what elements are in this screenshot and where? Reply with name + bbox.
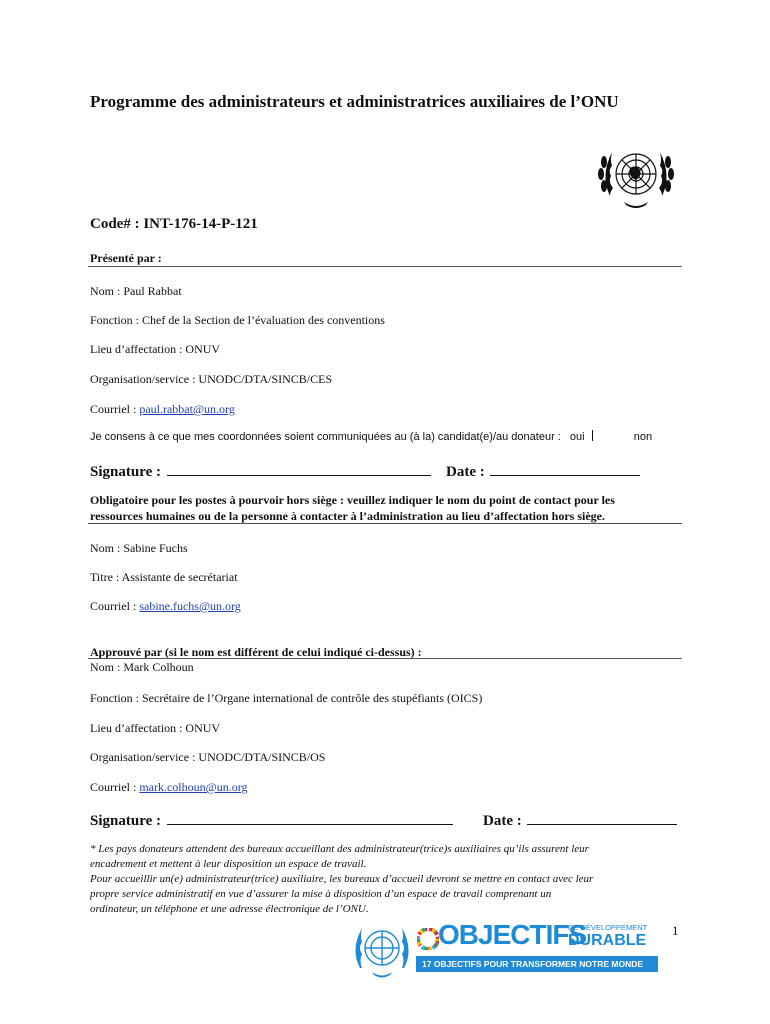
date-field[interactable] bbox=[490, 461, 640, 476]
presented-by-heading: Présenté par : bbox=[90, 251, 162, 265]
signature-1-row bbox=[90, 461, 431, 481]
approved-name: Nom : Mark Colhoun bbox=[90, 660, 194, 674]
approved-email-link[interactable]: mark.colhoun@un.org bbox=[139, 780, 248, 794]
hr-contact-email-link[interactable]: sabine.fuchs@un.org bbox=[139, 599, 241, 613]
signature-field[interactable] bbox=[167, 461, 431, 476]
hr-contact-email-row bbox=[90, 599, 241, 614]
approved-email-row bbox=[90, 780, 247, 795]
date-label: Date : bbox=[446, 464, 485, 480]
hr-contact-divider bbox=[88, 523, 682, 524]
date-field[interactable] bbox=[527, 810, 677, 825]
sdg-tagline-bar: 17 OBJECTIFS POUR TRANSFORMER NOTRE MONDE bbox=[416, 956, 658, 972]
hr-contact-heading-line1: Obligatoire pour les postes à pourvoir hors siège : veuillez indiquer le nom du point de contact pour les bbox=[90, 493, 615, 507]
sdg-small-caption: DE DÉVELOPPEMENT bbox=[568, 923, 648, 932]
signature-label: Signature : bbox=[90, 813, 161, 829]
sdg-durable: DURABLE bbox=[568, 932, 647, 949]
sdg-banner bbox=[350, 920, 655, 976]
footnote-line: ordinateur, un téléphone et une adresse électronique de l’ONU. bbox=[90, 903, 369, 915]
signature-label: Signature : bbox=[90, 464, 161, 480]
approved-by-heading: Approuvé par (si le nom est différent de celui indiqué ci-dessus) : bbox=[90, 645, 422, 659]
reference-code bbox=[90, 216, 258, 233]
sdg-word: OBJECTIFS bbox=[438, 919, 587, 950]
footnote-line: encadrement et mettent à leur disposition un espace de travail. bbox=[90, 858, 367, 870]
presented-divider bbox=[88, 266, 682, 267]
consent-checkbox-yes[interactable] bbox=[592, 430, 593, 441]
un-emblem-blue-icon bbox=[350, 920, 414, 980]
presented-name: Nom : Paul Rabbat bbox=[90, 284, 182, 298]
date-2-row bbox=[483, 810, 677, 830]
hr-contact-name: Nom : Sabine Fuchs bbox=[90, 541, 188, 555]
un-emblem-logo bbox=[594, 140, 678, 214]
footnote-line: * Les pays donateurs attendent des bureaux accueillant des administrateur(trice)s auxiliaires qu’ils assurent leur bbox=[90, 843, 589, 855]
consent-text: Je consens à ce que mes coordonnées soient communiquées au (à la) candidat(e)/au donateur : bbox=[90, 431, 561, 443]
approved-function: Fonction : Secrétaire de l’Organe international de contrôle des stupéfiants (OICS) bbox=[90, 691, 483, 705]
approved-duty-station: Lieu d’affectation : ONUV bbox=[90, 721, 221, 735]
presented-duty-station: Lieu d’affectation : ONUV bbox=[90, 342, 221, 356]
consent-no-label: non bbox=[633, 431, 653, 443]
presented-function: Fonction : Chef de la Section de l’évaluation des conventions bbox=[90, 313, 385, 327]
email-label: Courriel : bbox=[90, 402, 140, 416]
signature-field[interactable] bbox=[167, 810, 453, 825]
hr-contact-title: Titre : Assistante de secrétariat bbox=[90, 570, 238, 584]
signature-2-row bbox=[90, 810, 453, 830]
presented-email-row bbox=[90, 402, 235, 417]
sdg-wheel-icon bbox=[417, 928, 439, 950]
code-value: INT-176-14-P-121 bbox=[143, 216, 258, 232]
email-label: Courriel : bbox=[90, 599, 140, 613]
footnote bbox=[90, 842, 684, 917]
approved-divider bbox=[88, 658, 682, 659]
page-number: 1 bbox=[672, 923, 679, 938]
consent-row bbox=[90, 430, 652, 443]
approved-organisation: Organisation/service : UNODC/DTA/SINCB/OS bbox=[90, 750, 326, 764]
presented-organisation: Organisation/service : UNODC/DTA/SINCB/CES bbox=[90, 372, 333, 386]
date-1-row bbox=[446, 461, 640, 481]
email-label: Courriel : bbox=[90, 780, 140, 794]
code-label: Code# : bbox=[90, 216, 144, 232]
footnote-line: propre service administratif en vue d’assurer la mise à disposition d’un espace de travail comprenant un bbox=[90, 888, 552, 900]
page-title: Programme des administrateurs et administratrices auxiliaires de l’ONU bbox=[90, 92, 619, 111]
date-label: Date : bbox=[483, 813, 522, 829]
footnote-line: Pour accueillir un(e) administrateur(trice) auxiliaire, les bureaux d’accueil devront se mettre en contact avec leur bbox=[90, 873, 594, 885]
presented-email-link[interactable]: paul.rabbat@un.org bbox=[139, 402, 235, 416]
consent-yes-label: oui bbox=[569, 431, 585, 443]
hr-contact-heading-line2: ressources humaines ou de la personne à contacter à l’administration au lieu d’affectation hors siège. bbox=[90, 509, 605, 523]
